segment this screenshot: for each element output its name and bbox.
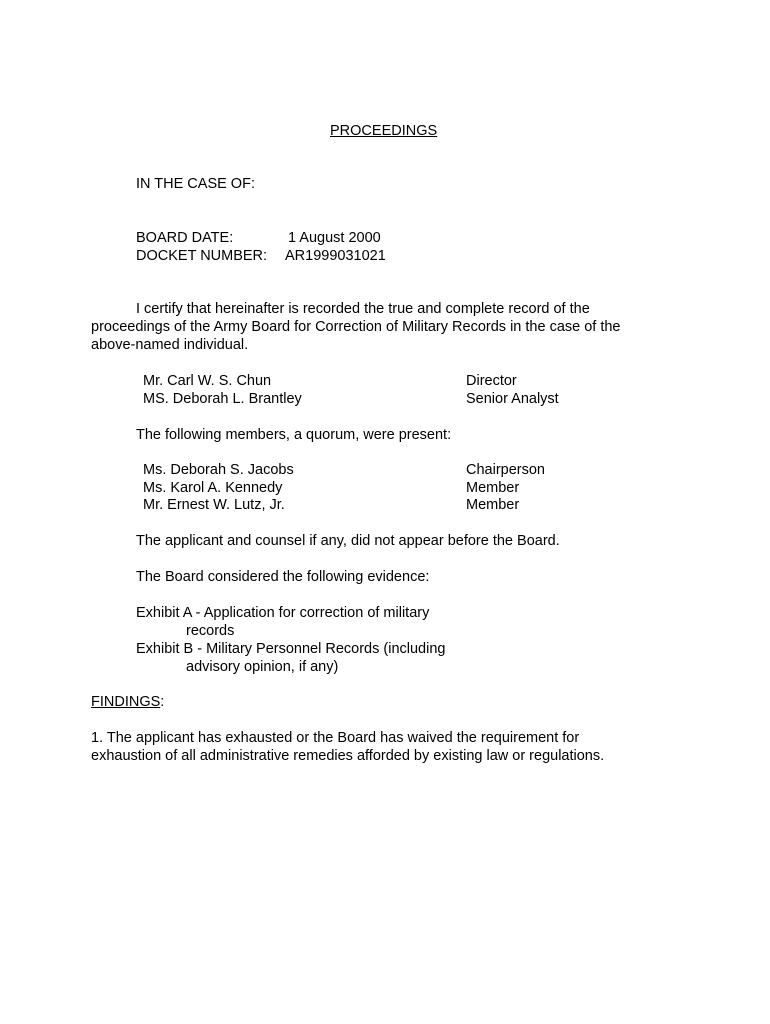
- board-date-value: 1 August 2000: [288, 230, 381, 246]
- member-role: Member: [466, 480, 520, 496]
- docket-number-value: AR1999031021: [285, 248, 386, 264]
- staff-name: Mr. Carl W. S. Chun: [143, 373, 272, 389]
- certification-line-2: proceedings of the Army Board for Correction of Military Records in the case of the: [91, 319, 621, 335]
- evidence-statement: The Board considered the following evidence:: [136, 569, 430, 585]
- in-the-case-of-label: IN THE CASE OF:: [136, 176, 255, 192]
- exhibit-a-line-2: records: [186, 623, 235, 639]
- page-title: PROCEEDINGS: [330, 123, 438, 139]
- findings-heading-colon: :: [160, 694, 165, 710]
- certification-line-3: above-named individual.: [91, 337, 249, 353]
- staff-role: Director: [466, 373, 517, 389]
- staff-role: Senior Analyst: [466, 391, 559, 407]
- finding-1-line-2: exhaustion of all administrative remedies afforded by existing law or regulations.: [91, 748, 605, 764]
- member-name: Ms. Karol A. Kennedy: [143, 480, 283, 496]
- docket-number-label: DOCKET NUMBER:: [136, 248, 268, 264]
- quorum-statement: The following members, a quorum, were present:: [136, 427, 452, 443]
- exhibit-a-line-1: Exhibit A - Application for correction of military: [136, 605, 430, 621]
- exhibit-b-line-2: advisory opinion, if any): [186, 659, 339, 675]
- staff-name: MS. Deborah L. Brantley: [143, 391, 302, 407]
- finding-1-line-1: 1. The applicant has exhausted or the Board has waived the requirement for: [91, 730, 580, 746]
- board-date-label: BOARD DATE:: [136, 230, 234, 246]
- findings-heading-text: FINDINGS: [91, 694, 161, 710]
- member-name: Ms. Deborah S. Jacobs: [143, 462, 294, 478]
- certification-line-1: I certify that hereinafter is recorded the true and complete record of the: [136, 301, 590, 317]
- member-name: Mr. Ernest W. Lutz, Jr.: [143, 497, 285, 513]
- findings-heading: [91, 693, 164, 711]
- appearance-statement: The applicant and counsel if any, did not appear before the Board.: [136, 533, 560, 549]
- member-role: Chairperson: [466, 462, 545, 478]
- exhibit-b-line-1: Exhibit B - Military Personnel Records (including: [136, 641, 446, 657]
- member-role: Member: [466, 497, 520, 513]
